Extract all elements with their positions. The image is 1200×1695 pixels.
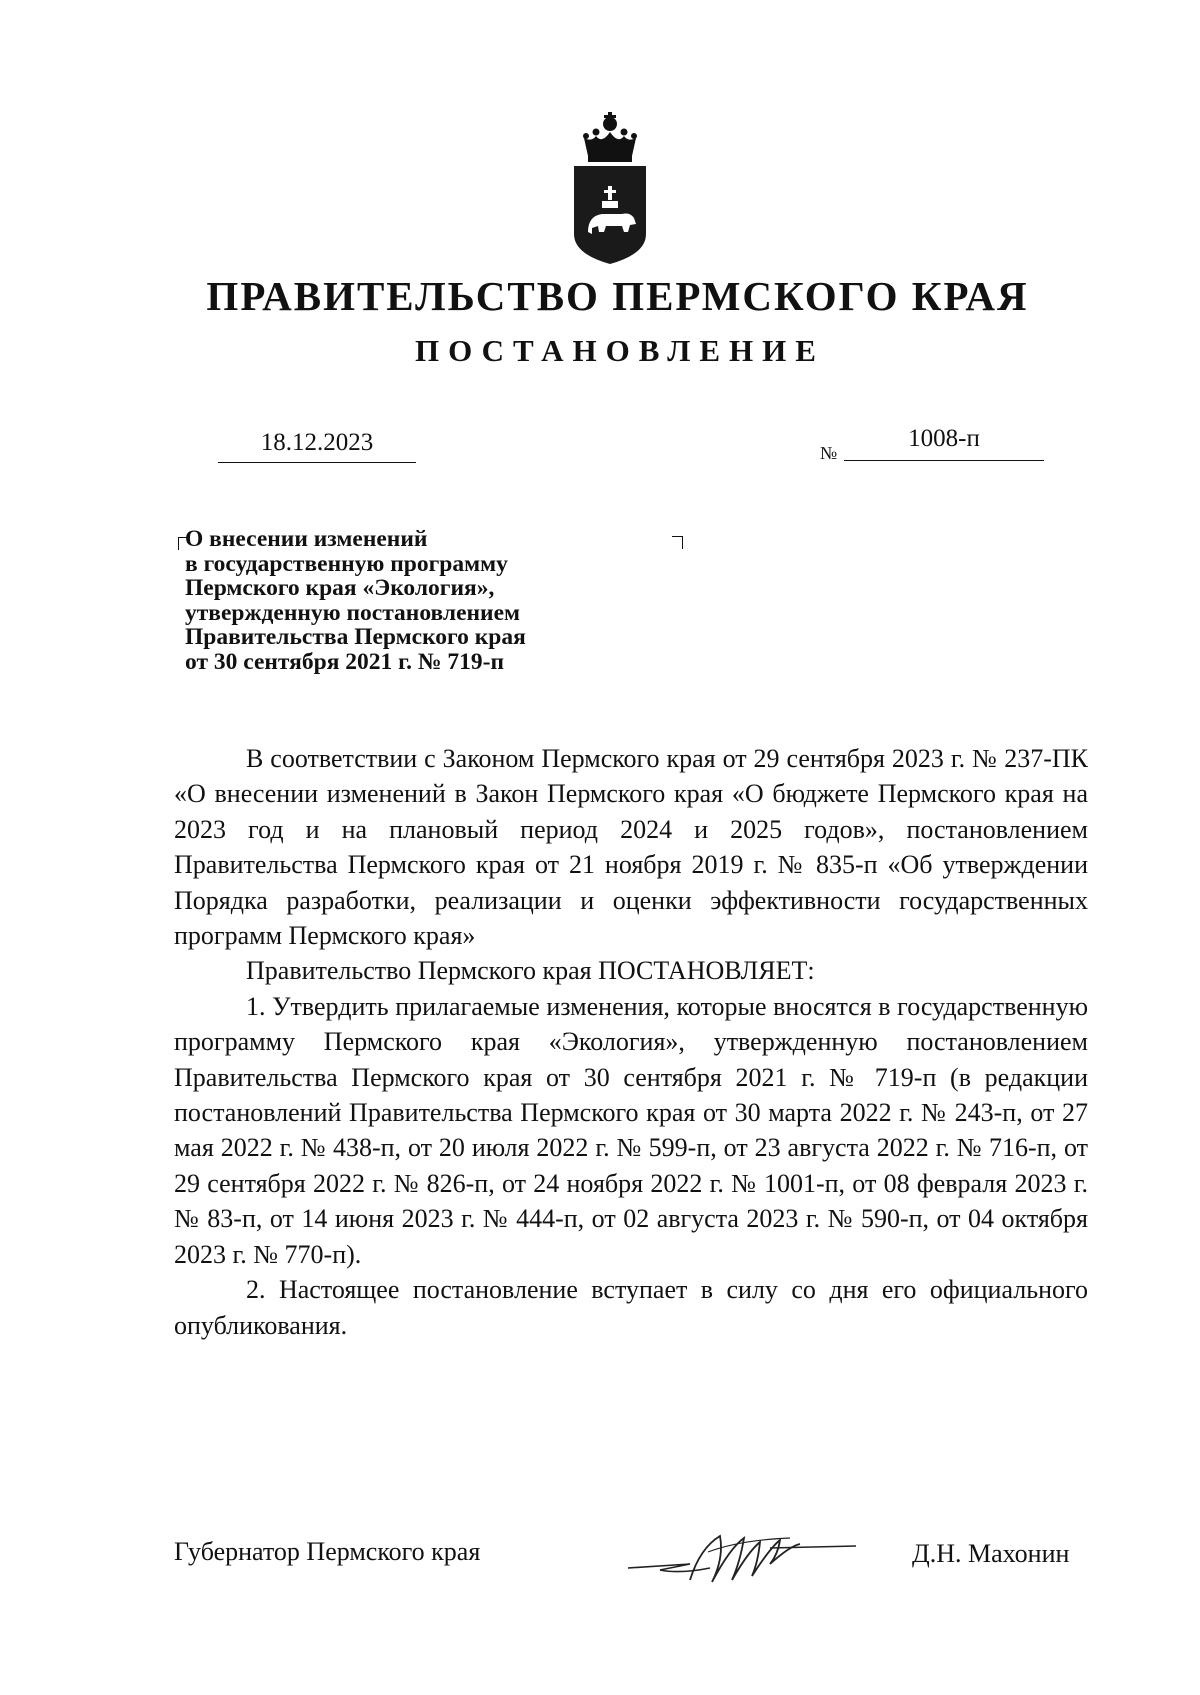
coat-of-arms-icon bbox=[566, 108, 654, 268]
item-1-paragraph: 1. Утвердить прилагаемые изменения, которые вносятся в государственную программу Пермского края «Экология», утвержденную постановлением Правительства Пермского края от 30 сентября 2021 г. № 719-п (в редакции постановлений Правительства Пермского края от 30 марта 2022 г. № 243-п, от 27 мая 2022 г. № 438-п, от 20 июля 2022 г. № 599-п, от 23 августа 2022 г. № 716-п, от 29 сентября 2022 г. № 826-п, от 24 ноября 2022 г. № 1001-п, от 08 февраля 2023 г. № 83-п, от 14 июня 2023 г. № 444-п, от 02 августа 2023 г. № 590-п, от 04 октября 2023 г. № 770-п). bbox=[174, 991, 1088, 1269]
document-subject bbox=[185, 527, 645, 674]
signatory-name: Д.Н. Махонин bbox=[912, 1539, 1070, 1568]
subject-line: в государственную программу bbox=[185, 550, 508, 577]
document-date: 18.12.2023 bbox=[218, 424, 416, 463]
government-title: ПРАВИТЕЛЬСТВО ПЕРМСКОГО КРАЯ bbox=[206, 273, 1029, 319]
signatory-role: Губернатор Пермского края bbox=[174, 1537, 481, 1566]
subject-line: утвержденную постановлением bbox=[185, 599, 521, 626]
subject-line: О внесении изменений bbox=[185, 526, 428, 552]
subject-bracket-right bbox=[672, 536, 683, 549]
document-number: 1008-п bbox=[844, 418, 1044, 461]
preamble-paragraph: В соответствии с Законом Пермского края от 29 сентября 2023 г. № 237-ПК «О внесении изменений в Закон Пермского края «О бюджете Пермского края на 2023 год и на плановый период 2024 и 2025 годов», постановлением Правительства Пермского края от 21 ноября 2019 г. № 835-п «Об утверждении Порядка разработки, реализации и оценки эффективности государственных программ Пермского края» bbox=[174, 744, 1088, 951]
signature-icon bbox=[620, 1518, 860, 1598]
subject-line: от 30 сентября 2021 г. № 719-п bbox=[185, 648, 505, 675]
subject-line: Правительства Пермского края bbox=[185, 624, 526, 650]
document-type: ПОСТАНОВЛЕНИЕ bbox=[415, 333, 825, 368]
item-2-paragraph: 2. Настоящее постановление вступает в силу со дня его официального опубликования. bbox=[174, 1275, 1088, 1340]
number-label: № bbox=[820, 443, 838, 463]
resolves-paragraph: Правительство Пермского края ПОСТАНОВЛЯЕТ: bbox=[246, 956, 815, 986]
document-body bbox=[174, 741, 1088, 1343]
subject-line: Пермского края «Экология», bbox=[185, 575, 495, 601]
